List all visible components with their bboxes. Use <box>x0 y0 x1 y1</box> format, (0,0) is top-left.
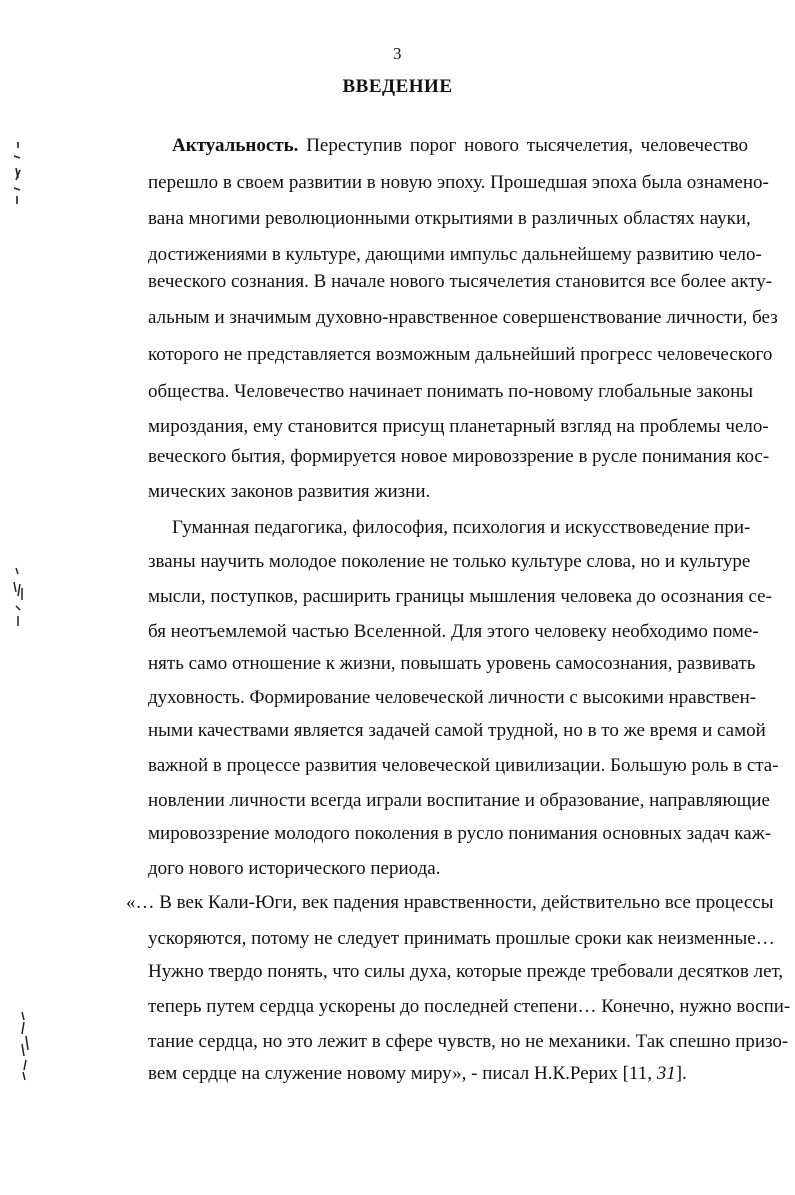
paragraph-2-line: нять само отношение к жизни, повышать уровень самосознания, развивать <box>148 653 756 674</box>
quote-line: «… В век Кали-Юги, век падения нравственности, действительно все процессы <box>126 892 774 913</box>
paragraph-1-line: альным и значимым духовно-нравственное совершенствование личности, без <box>148 307 778 328</box>
paragraph-text: Переступив порог нового тысячелетия, человечество <box>306 135 749 156</box>
quote-line <box>148 1062 748 1086</box>
page-number: 3 <box>393 44 402 63</box>
page-title: ВВЕДЕНИЕ <box>342 76 453 97</box>
paragraph-1-line: общества. Человечество начинает понимать по-новому глобальные законы <box>148 381 754 402</box>
paragraph-1-line: которого не представляется возможным дальнейший прогресс человеческого <box>148 344 773 365</box>
paragraph-1-line: мироздания, ему становится присущ планетарный взгляд на проблемы чело- <box>148 416 769 437</box>
paragraph-2-line: духовность. Формирование человеческой личности с высокими нравствен- <box>148 687 757 708</box>
paragraph-2-line: важной в процессе развития человеческой цивилизации. Большую роль в ста- <box>148 755 779 776</box>
paragraph-1-line <box>172 134 748 158</box>
paragraph-2-line: новлении личности всегда играли воспитание и образование, направляющие <box>148 790 770 811</box>
paragraph-1-line: веческого бытия, формируется новое мировоззрение в русле понимания кос- <box>148 446 770 467</box>
paragraph-2-line: мысли, поступков, расширить границы мышления человека до осознания се- <box>148 586 772 607</box>
citation-page-number: 31 <box>656 1063 676 1084</box>
paragraph-2-line: бя неотъемлемой частью Вселенной. Для этого человеку необходимо поме- <box>148 621 759 642</box>
paragraph-2-line: мировоззрение молодого поколения в русло понимания основных задач каж- <box>148 823 772 844</box>
quote-text: вем сердце на служение новому миру», - писал Н.К.Рерих [11, <box>148 1063 657 1084</box>
paragraph-1-line: перешло в своем развитии в новую эпоху. Прошедшая эпоха была ознамено- <box>148 172 769 193</box>
quote-text: ]. <box>675 1063 687 1084</box>
quote-line: ускоряются, потому не следует принимать прошлые сроки как неизменные… <box>148 928 775 949</box>
paragraph-2-line: Гуманная педагогика, философия, психология и искусствоведение при- <box>172 517 751 538</box>
scan-binding-mark <box>12 1010 36 1082</box>
paragraph-1-line: достижениями в культуре, дающими импульс дальнейшему развитию чело- <box>148 244 762 265</box>
paragraph-2-line: ными качествами является задачей самой трудной, но в то же время и самой <box>148 720 766 741</box>
paragraph-1-line: мических законов развития жизни. <box>148 481 431 502</box>
paragraph-2-line: дого нового исторического периода. <box>148 858 441 879</box>
quote-line: тание сердца, но это лежит в сфере чувств, но не механики. Так спешно призо- <box>148 1031 789 1052</box>
paragraph-1-line: веческого сознания. В начале нового тысячелетия становится все более акту- <box>148 271 773 292</box>
relevance-heading: Актуальность. <box>172 135 299 156</box>
quote-line: теперь путем сердца ускорены до последней степени… Конечно, нужно воспи- <box>148 996 791 1017</box>
scan-binding-mark <box>6 566 30 630</box>
paragraph-2-line: званы научить молодое поколение не только культуре слова, но и культуре <box>148 551 751 572</box>
paragraph-1-line: вана многими революционными открытиями в различных областях науки, <box>148 208 751 229</box>
quote-line: Нужно твердо понять, что силы духа, которые прежде требовали десятков лет, <box>148 961 784 982</box>
scan-binding-mark <box>4 140 28 210</box>
